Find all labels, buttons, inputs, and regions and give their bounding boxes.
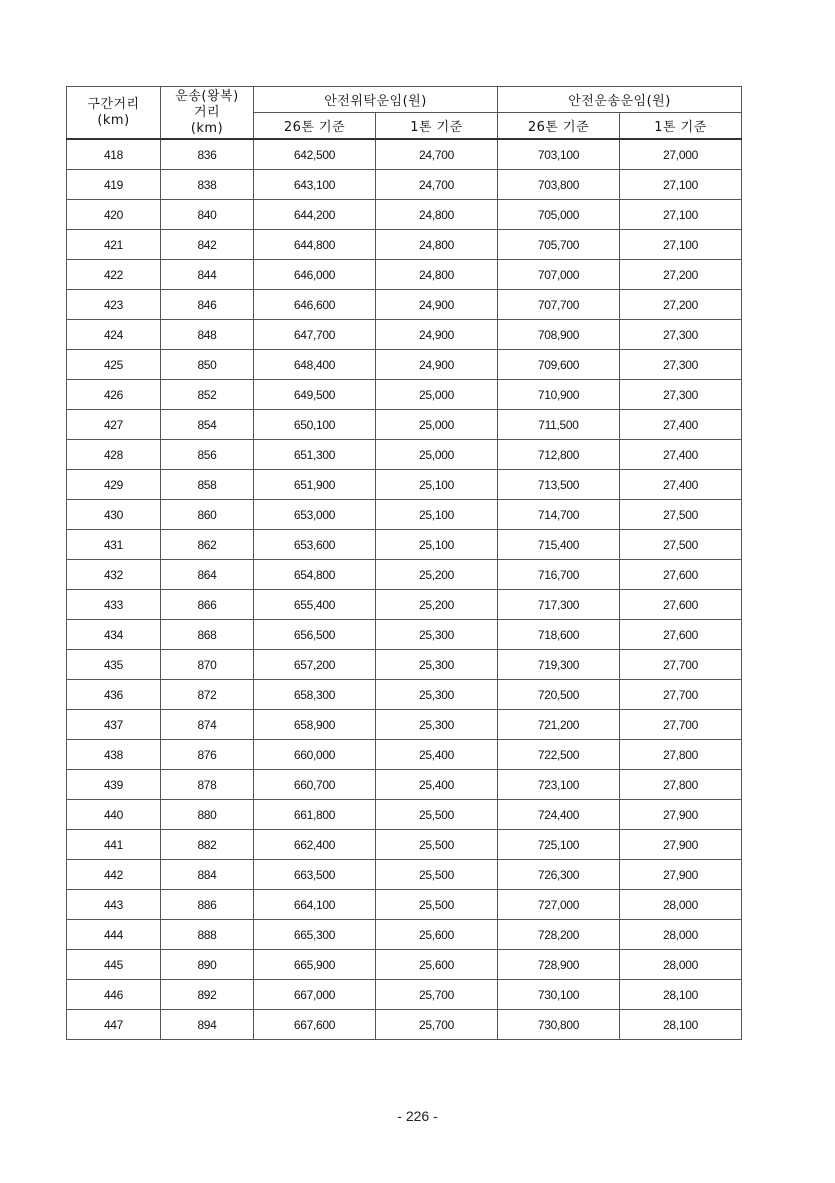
- table-row: [67, 260, 742, 290]
- cell-transport-26ton: 707,700: [498, 290, 620, 320]
- table-row: [67, 320, 742, 350]
- cell-consign-26ton: 658,900: [254, 710, 376, 740]
- cell-consign-26ton: 660,700: [254, 770, 376, 800]
- cell-transport-distance: 864: [161, 560, 254, 590]
- cell-transport-1ton: 28,000: [620, 950, 742, 980]
- cell-section-distance: 439: [67, 770, 161, 800]
- cell-transport-1ton: 27,100: [620, 200, 742, 230]
- table-row: [67, 830, 742, 860]
- cell-section-distance: 436: [67, 680, 161, 710]
- table-row: [67, 770, 742, 800]
- cell-consign-1ton: 24,900: [376, 350, 498, 380]
- cell-transport-1ton: 27,700: [620, 650, 742, 680]
- cell-transport-distance: 844: [161, 260, 254, 290]
- header-safe-transport-fare: 안전운송운임(원): [498, 87, 742, 113]
- table-header: [67, 87, 742, 140]
- cell-transport-26ton: 713,500: [498, 470, 620, 500]
- cell-consign-26ton: 647,700: [254, 320, 376, 350]
- cell-transport-1ton: 27,300: [620, 350, 742, 380]
- cell-transport-26ton: 724,400: [498, 800, 620, 830]
- cell-transport-1ton: 27,600: [620, 560, 742, 590]
- cell-transport-1ton: 27,200: [620, 260, 742, 290]
- cell-consign-26ton: 646,600: [254, 290, 376, 320]
- cell-consign-26ton: 651,900: [254, 470, 376, 500]
- cell-consign-26ton: 651,300: [254, 440, 376, 470]
- table-body: [67, 139, 742, 1040]
- cell-section-distance: 444: [67, 920, 161, 950]
- cell-consign-26ton: 657,200: [254, 650, 376, 680]
- table-row: [67, 860, 742, 890]
- cell-transport-distance: 862: [161, 530, 254, 560]
- cell-section-distance: 430: [67, 500, 161, 530]
- cell-consign-26ton: 655,400: [254, 590, 376, 620]
- cell-transport-distance: 836: [161, 139, 254, 170]
- cell-transport-26ton: 703,100: [498, 139, 620, 170]
- cell-transport-26ton: 722,500: [498, 740, 620, 770]
- cell-consign-1ton: 25,000: [376, 440, 498, 470]
- cell-consign-26ton: 650,100: [254, 410, 376, 440]
- cell-transport-26ton: 714,700: [498, 500, 620, 530]
- cell-section-distance: 440: [67, 800, 161, 830]
- cell-section-distance: 434: [67, 620, 161, 650]
- header-transport-1ton: 1톤 기준: [620, 113, 742, 140]
- cell-consign-26ton: 642,500: [254, 139, 376, 170]
- cell-transport-distance: 854: [161, 410, 254, 440]
- cell-transport-26ton: 721,200: [498, 710, 620, 740]
- cell-section-distance: 435: [67, 650, 161, 680]
- cell-section-distance: 421: [67, 230, 161, 260]
- table-row: [67, 139, 742, 170]
- cell-transport-distance: 882: [161, 830, 254, 860]
- header-transport-distance: 운송(왕복) 거리 (km): [161, 87, 254, 140]
- cell-consign-26ton: 658,300: [254, 680, 376, 710]
- cell-transport-26ton: 715,400: [498, 530, 620, 560]
- cell-consign-1ton: 25,100: [376, 470, 498, 500]
- cell-transport-distance: 866: [161, 590, 254, 620]
- cell-section-distance: 419: [67, 170, 161, 200]
- table-row: [67, 440, 742, 470]
- cell-transport-26ton: 705,700: [498, 230, 620, 260]
- table-row: [67, 800, 742, 830]
- cell-transport-26ton: 708,900: [498, 320, 620, 350]
- table-row: [67, 470, 742, 500]
- header-row-top: [67, 87, 742, 113]
- cell-consign-26ton: 644,200: [254, 200, 376, 230]
- cell-consign-1ton: 25,100: [376, 530, 498, 560]
- cell-consign-1ton: 25,400: [376, 770, 498, 800]
- table-row: [67, 410, 742, 440]
- cell-transport-26ton: 723,100: [498, 770, 620, 800]
- cell-transport-distance: 856: [161, 440, 254, 470]
- cell-transport-26ton: 730,800: [498, 1010, 620, 1040]
- cell-section-distance: 433: [67, 590, 161, 620]
- cell-transport-distance: 840: [161, 200, 254, 230]
- cell-consign-26ton: 667,000: [254, 980, 376, 1010]
- cell-section-distance: 420: [67, 200, 161, 230]
- cell-transport-26ton: 726,300: [498, 860, 620, 890]
- cell-consign-26ton: 663,500: [254, 860, 376, 890]
- cell-transport-1ton: 28,000: [620, 920, 742, 950]
- cell-transport-1ton: 27,600: [620, 590, 742, 620]
- cell-consign-26ton: 649,500: [254, 380, 376, 410]
- table-row: [67, 500, 742, 530]
- cell-transport-distance: 878: [161, 770, 254, 800]
- table-row: [67, 1010, 742, 1040]
- cell-consign-1ton: 25,000: [376, 380, 498, 410]
- cell-transport-1ton: 27,800: [620, 740, 742, 770]
- cell-section-distance: 441: [67, 830, 161, 860]
- cell-section-distance: 425: [67, 350, 161, 380]
- cell-transport-26ton: 727,000: [498, 890, 620, 920]
- cell-consign-26ton: 662,400: [254, 830, 376, 860]
- header-section-distance: 구간거리 (km): [67, 87, 161, 140]
- cell-consign-1ton: 25,500: [376, 890, 498, 920]
- cell-transport-1ton: 27,900: [620, 830, 742, 860]
- cell-consign-1ton: 25,300: [376, 680, 498, 710]
- cell-transport-1ton: 27,400: [620, 440, 742, 470]
- cell-transport-1ton: 27,400: [620, 410, 742, 440]
- cell-transport-distance: 842: [161, 230, 254, 260]
- cell-consign-1ton: 24,800: [376, 260, 498, 290]
- cell-transport-1ton: 27,500: [620, 500, 742, 530]
- cell-consign-1ton: 24,700: [376, 170, 498, 200]
- table-row: [67, 740, 742, 770]
- table-row: [67, 620, 742, 650]
- cell-section-distance: 427: [67, 410, 161, 440]
- cell-transport-distance: 888: [161, 920, 254, 950]
- cell-transport-1ton: 28,100: [620, 1010, 742, 1040]
- cell-consign-1ton: 24,900: [376, 320, 498, 350]
- cell-transport-1ton: 27,300: [620, 380, 742, 410]
- cell-transport-1ton: 27,900: [620, 860, 742, 890]
- cell-section-distance: 437: [67, 710, 161, 740]
- table-row: [67, 950, 742, 980]
- page-number: - 226 -: [397, 1108, 438, 1124]
- cell-section-distance: 428: [67, 440, 161, 470]
- cell-consign-1ton: 25,500: [376, 860, 498, 890]
- freight-rate-table: [66, 86, 742, 1040]
- cell-section-distance: 442: [67, 860, 161, 890]
- cell-consign-26ton: 644,800: [254, 230, 376, 260]
- cell-transport-1ton: 28,100: [620, 980, 742, 1010]
- cell-consign-1ton: 25,400: [376, 740, 498, 770]
- cell-section-distance: 446: [67, 980, 161, 1010]
- cell-transport-1ton: 28,000: [620, 890, 742, 920]
- cell-transport-distance: 846: [161, 290, 254, 320]
- cell-transport-26ton: 718,600: [498, 620, 620, 650]
- cell-transport-26ton: 720,500: [498, 680, 620, 710]
- cell-section-distance: 429: [67, 470, 161, 500]
- cell-consign-26ton: 667,600: [254, 1010, 376, 1040]
- cell-transport-distance: 858: [161, 470, 254, 500]
- cell-consign-1ton: 25,000: [376, 410, 498, 440]
- cell-transport-26ton: 719,300: [498, 650, 620, 680]
- table-row: [67, 590, 742, 620]
- cell-transport-distance: 890: [161, 950, 254, 980]
- cell-transport-26ton: 717,300: [498, 590, 620, 620]
- cell-transport-distance: 884: [161, 860, 254, 890]
- cell-consign-1ton: 25,200: [376, 560, 498, 590]
- cell-transport-1ton: 27,200: [620, 290, 742, 320]
- cell-transport-1ton: 27,800: [620, 770, 742, 800]
- cell-transport-26ton: 730,100: [498, 980, 620, 1010]
- table-row: [67, 230, 742, 260]
- cell-transport-1ton: 27,100: [620, 230, 742, 260]
- cell-transport-26ton: 707,000: [498, 260, 620, 290]
- cell-transport-26ton: 705,000: [498, 200, 620, 230]
- cell-transport-distance: 892: [161, 980, 254, 1010]
- header-consign-1ton: 1톤 기준: [376, 113, 498, 140]
- table-row: [67, 170, 742, 200]
- table-row: [67, 200, 742, 230]
- table-row: [67, 560, 742, 590]
- cell-section-distance: 422: [67, 260, 161, 290]
- cell-consign-26ton: 648,400: [254, 350, 376, 380]
- cell-transport-26ton: 703,800: [498, 170, 620, 200]
- cell-consign-26ton: 665,300: [254, 920, 376, 950]
- cell-transport-26ton: 716,700: [498, 560, 620, 590]
- cell-section-distance: 438: [67, 740, 161, 770]
- cell-transport-distance: 886: [161, 890, 254, 920]
- cell-section-distance: 447: [67, 1010, 161, 1040]
- cell-consign-26ton: 646,000: [254, 260, 376, 290]
- table-row: [67, 380, 742, 410]
- cell-section-distance: 424: [67, 320, 161, 350]
- cell-transport-1ton: 27,900: [620, 800, 742, 830]
- cell-consign-1ton: 25,600: [376, 950, 498, 980]
- cell-transport-distance: 874: [161, 710, 254, 740]
- table-row: [67, 710, 742, 740]
- cell-transport-distance: 852: [161, 380, 254, 410]
- cell-section-distance: 423: [67, 290, 161, 320]
- cell-consign-1ton: 24,700: [376, 139, 498, 170]
- cell-transport-distance: 838: [161, 170, 254, 200]
- cell-transport-distance: 876: [161, 740, 254, 770]
- cell-transport-distance: 872: [161, 680, 254, 710]
- table-row: [67, 290, 742, 320]
- cell-transport-1ton: 27,500: [620, 530, 742, 560]
- cell-consign-1ton: 25,200: [376, 590, 498, 620]
- cell-consign-26ton: 643,100: [254, 170, 376, 200]
- cell-transport-1ton: 27,400: [620, 470, 742, 500]
- cell-consign-1ton: 24,900: [376, 290, 498, 320]
- cell-transport-26ton: 709,600: [498, 350, 620, 380]
- cell-transport-26ton: 712,800: [498, 440, 620, 470]
- header-consign-26ton: 26톤 기준: [254, 113, 376, 140]
- cell-transport-26ton: 710,900: [498, 380, 620, 410]
- cell-transport-distance: 848: [161, 320, 254, 350]
- cell-consign-26ton: 653,600: [254, 530, 376, 560]
- table-row: [67, 680, 742, 710]
- table-row: [67, 650, 742, 680]
- table-row: [67, 920, 742, 950]
- cell-consign-1ton: 25,700: [376, 1010, 498, 1040]
- cell-consign-26ton: 653,000: [254, 500, 376, 530]
- cell-transport-distance: 868: [161, 620, 254, 650]
- cell-transport-26ton: 711,500: [498, 410, 620, 440]
- cell-section-distance: 445: [67, 950, 161, 980]
- cell-transport-1ton: 27,100: [620, 170, 742, 200]
- cell-consign-26ton: 665,900: [254, 950, 376, 980]
- cell-transport-distance: 860: [161, 500, 254, 530]
- cell-transport-1ton: 27,000: [620, 139, 742, 170]
- cell-transport-26ton: 728,900: [498, 950, 620, 980]
- cell-consign-26ton: 654,800: [254, 560, 376, 590]
- cell-consign-1ton: 25,300: [376, 710, 498, 740]
- cell-section-distance: 432: [67, 560, 161, 590]
- cell-transport-1ton: 27,300: [620, 320, 742, 350]
- header-safe-consign-fare: 안전위탁운임(원): [254, 87, 498, 113]
- cell-transport-distance: 880: [161, 800, 254, 830]
- cell-consign-26ton: 656,500: [254, 620, 376, 650]
- cell-consign-1ton: 25,100: [376, 500, 498, 530]
- cell-transport-distance: 870: [161, 650, 254, 680]
- cell-section-distance: 431: [67, 530, 161, 560]
- header-transport-26ton: 26톤 기준: [498, 113, 620, 140]
- cell-section-distance: 418: [67, 139, 161, 170]
- table-row: [67, 530, 742, 560]
- cell-consign-26ton: 660,000: [254, 740, 376, 770]
- cell-consign-1ton: 24,800: [376, 200, 498, 230]
- cell-transport-26ton: 725,100: [498, 830, 620, 860]
- cell-consign-1ton: 24,800: [376, 230, 498, 260]
- cell-transport-1ton: 27,600: [620, 620, 742, 650]
- cell-transport-distance: 850: [161, 350, 254, 380]
- cell-consign-1ton: 25,500: [376, 800, 498, 830]
- cell-transport-1ton: 27,700: [620, 710, 742, 740]
- table-row: [67, 350, 742, 380]
- cell-transport-26ton: 728,200: [498, 920, 620, 950]
- cell-consign-1ton: 25,300: [376, 650, 498, 680]
- cell-consign-26ton: 664,100: [254, 890, 376, 920]
- cell-section-distance: 443: [67, 890, 161, 920]
- cell-section-distance: 426: [67, 380, 161, 410]
- cell-consign-1ton: 25,300: [376, 620, 498, 650]
- cell-consign-1ton: 25,700: [376, 980, 498, 1010]
- table-row: [67, 890, 742, 920]
- table-row: [67, 980, 742, 1010]
- cell-consign-1ton: 25,600: [376, 920, 498, 950]
- cell-consign-1ton: 25,500: [376, 830, 498, 860]
- cell-transport-1ton: 27,700: [620, 680, 742, 710]
- cell-transport-distance: 894: [161, 1010, 254, 1040]
- cell-consign-26ton: 661,800: [254, 800, 376, 830]
